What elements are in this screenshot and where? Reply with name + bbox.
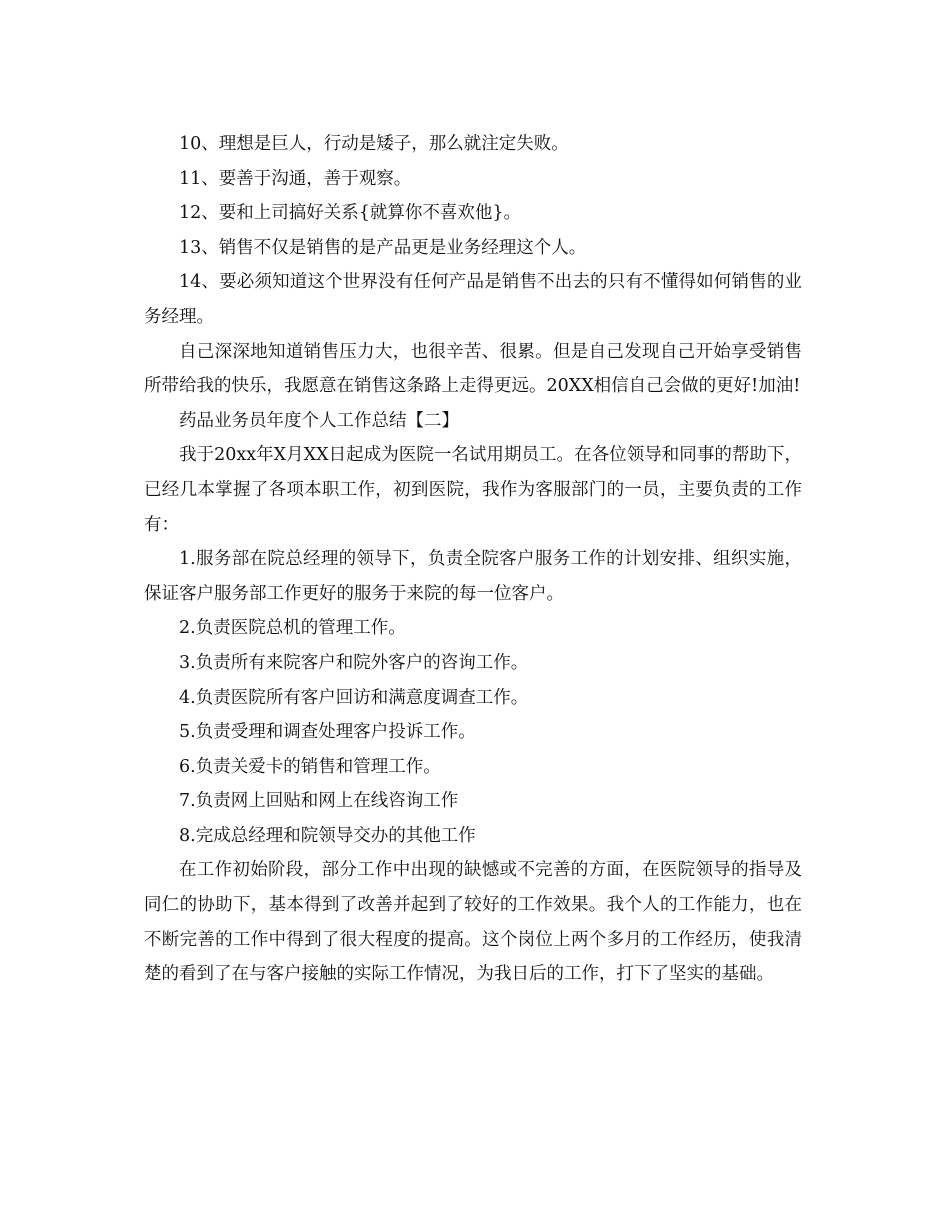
paragraph-item-13: 13、销售不仅是销售的是产品更是业务经理这个人。 <box>179 237 587 258</box>
duty-item-7: 7.负责网上回贴和网上在线咨询工作 <box>179 791 459 812</box>
paragraph-item-11: 11、要善于沟通，善于观察。 <box>179 168 412 189</box>
duty-item-3: 3.负责所有来院客户和院外客户的咨询工作。 <box>179 652 529 673</box>
paragraph-item-12: 12、要和上司搞好关系{就算你不喜欢他}。 <box>179 203 522 224</box>
duty-item-8: 8.完成总经理和院领导交办的其他工作 <box>179 825 476 846</box>
paragraph-intro: 我于20xx年X月XX日起成为医院一名试用期员工。在各位领导和同事的帮助下，已经几本掌握了各项本职工作，初到医院，我作为客服部门的一员，主要负责的工作有： <box>144 445 802 535</box>
duty-item-1: 1.服务部在院总经理的领导下，负责全院客户服务工作的计划安排、组织实施，保证客户服务部工作更好的服务于来院的每一位客户。 <box>144 549 802 604</box>
duty-item-4: 4.负责医院所有客户回访和满意度调查工作。 <box>179 687 529 708</box>
duty-item-2: 2.负责医院总机的管理工作。 <box>179 618 406 639</box>
paragraph-conclusion: 自己深深地知道销售压力大，也很辛苦、很累。但是自己发现自己开始享受销售所带给我的快乐，我愿意在销售这条路上走得更远。20XX相信自己会做的更好!加油! <box>144 341 802 397</box>
section-heading: 药品业务员年度个人工作总结【二】 <box>179 410 459 431</box>
paragraph-item-10: 10、理想是巨人，行动是矮子，那么就注定失败。 <box>179 134 569 154</box>
document-body <box>144 127 802 992</box>
duty-item-5: 5.负责受理和调查处理客户投诉工作。 <box>179 722 476 743</box>
paragraph-item-14: 14、要必须知道这个世界没有任何产品是销售不出去的只有不懂得如何销售的业务经理。 <box>144 272 802 327</box>
paragraph-summary: 在工作初始阶段，部分工作中出现的缺憾或不完善的方面，在医院领导的指导及同仁的协助下，基本得到了改善并起到了较好的工作效果。我个人的工作能力，也在不断完善的工作中得到了很大程度的提高。这个岗位上两个多月的工作经历，使我清楚的看到了在与客户接触的实际工作情况，为我日后的工作，打下了坚实的基础。 <box>144 860 802 985</box>
duty-item-6: 6.负责关爱卡的销售和管理工作。 <box>179 756 441 777</box>
